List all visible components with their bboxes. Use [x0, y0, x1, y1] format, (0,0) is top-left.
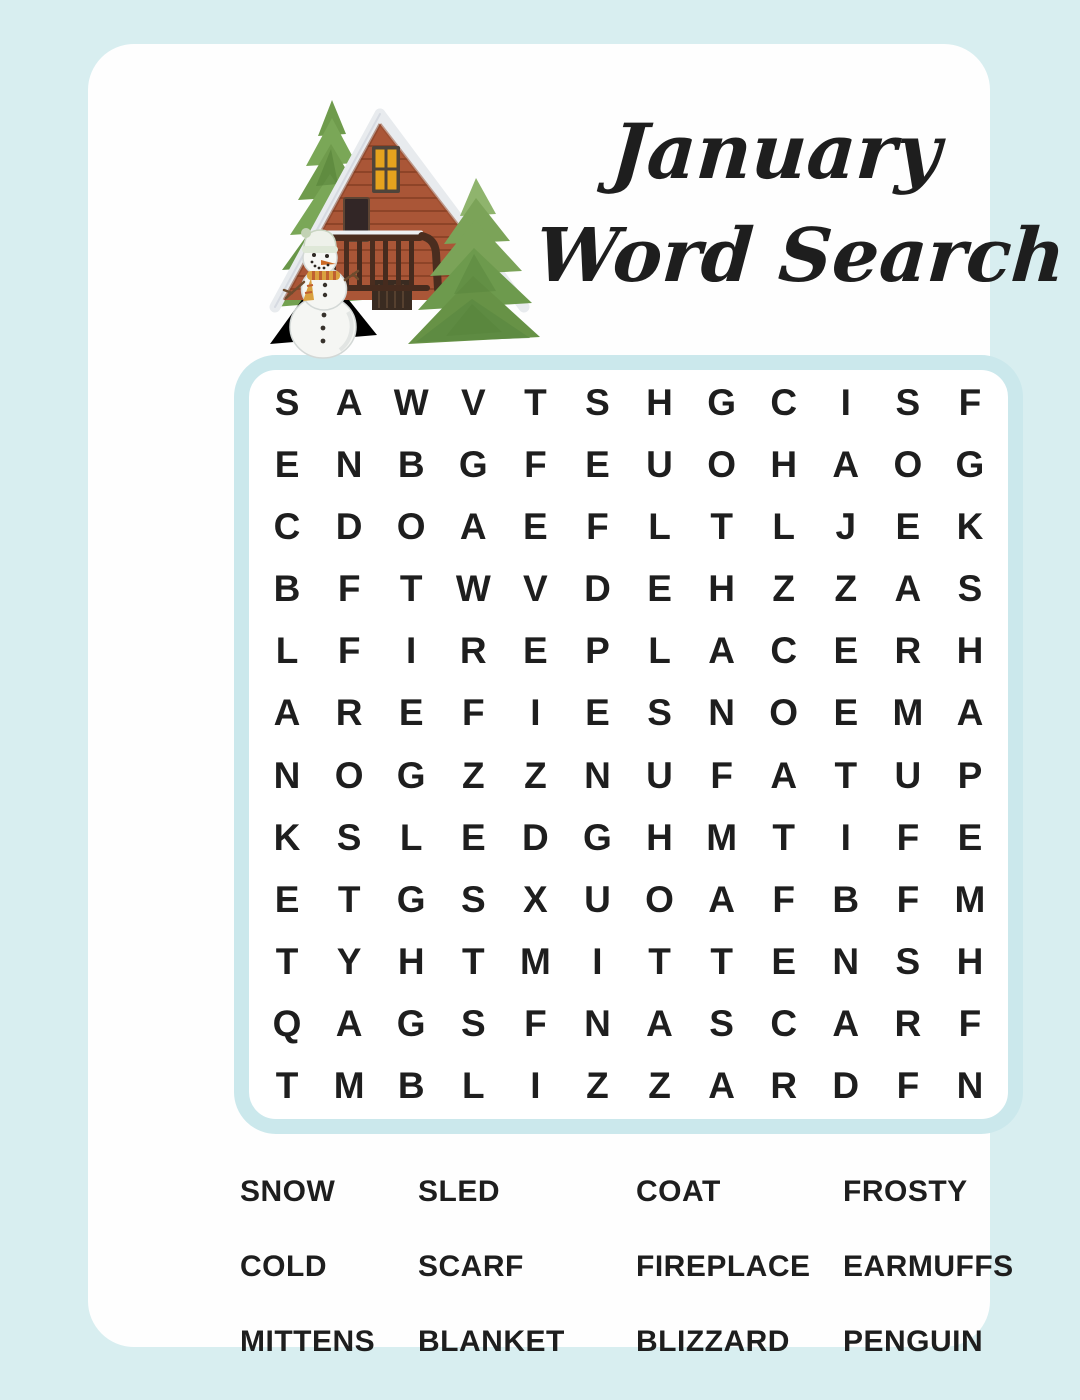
grid-letter: O [645, 878, 674, 920]
grid-letter: S [709, 1002, 734, 1044]
grid-letter: C [770, 1002, 798, 1044]
grid-letter: G [707, 382, 736, 424]
grid-letter: B [273, 568, 301, 610]
grid-letter: A [832, 444, 860, 486]
grid-letter: A [646, 1002, 673, 1044]
cabin-steps-icon [372, 280, 412, 310]
grid-letter: E [957, 816, 983, 858]
grid-letter: I [530, 692, 541, 734]
grid-letter: A [708, 1064, 735, 1106]
grid-letter: N [273, 754, 301, 796]
grid-letter: E [585, 692, 610, 734]
grid-letter: E [895, 506, 921, 548]
title-line-2: Word Search [532, 213, 1069, 299]
grid-letter: N [708, 692, 735, 734]
grid-letter: M [892, 692, 924, 734]
grid-letter: A [956, 692, 984, 734]
grid-letter: F [586, 506, 609, 548]
word-list-item: FROSTY [843, 1175, 968, 1208]
grid-letter: F [524, 444, 547, 486]
grid-letter: S [460, 878, 486, 920]
grid-letter: Z [461, 754, 485, 796]
grid-letter: G [583, 816, 612, 858]
word-list-item: SNOW [240, 1175, 336, 1208]
grid-letter: C [273, 506, 301, 548]
word-list-item: EARMUFFS [843, 1250, 1014, 1283]
grid-letter: M [519, 940, 551, 982]
grid-letter: B [397, 444, 425, 486]
grid-letter: O [769, 692, 799, 734]
winter-cabin-illustration [258, 94, 558, 366]
grid-letter: N [832, 940, 860, 982]
grid-letter: S [895, 940, 921, 982]
grid-letter: E [647, 568, 672, 610]
grid-letter: T [710, 506, 733, 548]
grid-letter: F [337, 630, 361, 672]
grid-letter: F [958, 382, 982, 424]
grid-letter: S [585, 382, 610, 424]
grid-letter: L [399, 816, 423, 858]
grid-letter: H [646, 816, 673, 858]
word-list [240, 1175, 1040, 1400]
grid-letter: Z [834, 568, 858, 610]
word-list-item: PENGUIN [843, 1325, 984, 1358]
grid-letter: E [523, 506, 548, 548]
worksheet-card [88, 44, 1069, 1358]
grid-letter: X [523, 878, 548, 920]
grid-letter: A [708, 630, 735, 672]
grid-letter: T [275, 1064, 299, 1106]
grid-letter: F [896, 878, 920, 920]
grid-letter: L [772, 506, 795, 548]
grid-letter: N [335, 444, 363, 486]
grid-letter: T [337, 878, 361, 920]
grid-letter: W [393, 382, 429, 424]
grid-letter: F [772, 878, 795, 920]
grid-letter: Z [586, 1064, 609, 1106]
grid-letter: R [459, 630, 487, 672]
word-search-grid [256, 372, 1001, 1117]
grid-letter: E [274, 444, 300, 486]
grid-letter: M [333, 1064, 365, 1106]
grid-letter: E [833, 630, 859, 672]
grid-letter: R [894, 1002, 922, 1044]
title-line-1: January [608, 107, 944, 196]
grid-letter: I [840, 816, 851, 858]
word-list-item: SLED [418, 1175, 501, 1208]
grid-letter: A [335, 1002, 363, 1044]
grid-letter: V [460, 382, 486, 424]
word-list-item: COLD [240, 1250, 327, 1283]
grid-letter: A [832, 1002, 860, 1044]
grid-letter: S [895, 382, 921, 424]
cabin-window-icon [372, 146, 400, 193]
grid-letter: H [770, 444, 798, 486]
grid-letter: L [275, 630, 299, 672]
grid-letter: E [523, 630, 548, 672]
grid-letter: H [397, 940, 425, 982]
grid-letter: B [832, 878, 860, 920]
grid-letter: T [772, 816, 795, 858]
grid-letter: G [458, 444, 488, 486]
grid-letter: W [455, 568, 491, 610]
grid-letter: O [396, 506, 426, 548]
letter-grid-container [234, 355, 1023, 1134]
grid-letter: Y [336, 940, 362, 982]
grid-letter: L [648, 506, 671, 548]
grid-letter: O [707, 444, 736, 486]
grid-letter: I [530, 1064, 541, 1106]
grid-letter: T [461, 940, 485, 982]
grid-letter: H [708, 568, 735, 610]
grid-letter: F [524, 1002, 547, 1044]
grid-letter: S [647, 692, 672, 734]
grid-letter: E [771, 940, 797, 982]
grid-letter: T [834, 754, 858, 796]
grid-letter: U [894, 754, 922, 796]
grid-letter: Q [272, 1002, 302, 1044]
grid-letter: N [584, 1002, 611, 1044]
grid-letter: F [461, 692, 485, 734]
grid-letter: F [896, 816, 920, 858]
grid-letter: G [396, 878, 426, 920]
grid-letter: H [646, 382, 673, 424]
grid-letter: A [273, 692, 301, 734]
grid-letter: E [274, 878, 300, 920]
grid-letter: N [584, 754, 611, 796]
grid-letter: U [646, 754, 673, 796]
grid-letter: T [648, 940, 671, 982]
grid-letter: E [585, 444, 610, 486]
grid-letter: A [770, 754, 798, 796]
word-list-item: BLIZZARD [636, 1325, 790, 1358]
grid-letter: T [399, 568, 423, 610]
grid-letter: A [708, 878, 735, 920]
grid-letter: L [648, 630, 671, 672]
grid-letter: T [710, 940, 733, 982]
grid-letter: S [336, 816, 362, 858]
grid-letter: L [461, 1064, 485, 1106]
word-list-item: SCARF [418, 1250, 524, 1283]
word-list-item: MITTENS [240, 1325, 376, 1358]
grid-letter: M [954, 878, 986, 920]
grid-letter: F [710, 754, 733, 796]
grid-letter: F [337, 568, 361, 610]
grid-letter: I [592, 940, 603, 982]
grid-letter: F [896, 1064, 920, 1106]
grid-letter: Z [648, 1064, 671, 1106]
grid-letter: G [396, 1002, 426, 1044]
grid-letter: E [833, 692, 859, 734]
grid-letter: A [459, 506, 487, 548]
grid-letter: D [832, 1064, 860, 1106]
grid-letter: V [523, 568, 548, 610]
grid-letter: U [584, 878, 611, 920]
grid-letter: D [335, 506, 363, 548]
grid-letter: A [335, 382, 363, 424]
grid-letter: C [770, 630, 798, 672]
grid-letter: P [585, 630, 610, 672]
grid-letter: R [894, 630, 922, 672]
grid-letter: N [956, 1064, 984, 1106]
grid-letter: O [893, 444, 923, 486]
grid-letter: A [894, 568, 922, 610]
grid-letter: K [956, 506, 984, 548]
grid-letter: R [770, 1064, 798, 1106]
grid-letter: S [957, 568, 983, 610]
grid-letter: C [770, 382, 798, 424]
grid-letter: E [398, 692, 424, 734]
page-title [532, 100, 1069, 308]
grid-letter: F [958, 1002, 982, 1044]
grid-letter: B [397, 1064, 425, 1106]
word-list-item: BLANKET [418, 1325, 565, 1358]
grid-letter: R [335, 692, 363, 734]
grid-letter: H [956, 630, 984, 672]
grid-letter: J [835, 506, 857, 548]
grid-letter: Z [772, 568, 795, 610]
word-list-item: COAT [636, 1175, 721, 1208]
grid-letter: E [460, 816, 486, 858]
grid-letter: Z [524, 754, 547, 796]
grid-letter: M [706, 816, 738, 858]
grid-letter: T [524, 382, 547, 424]
grid-letter: G [955, 444, 985, 486]
grid-letter: D [522, 816, 549, 858]
grid-letter: I [406, 630, 417, 672]
grid-letter: G [396, 754, 426, 796]
grid-letter: P [957, 754, 983, 796]
grid-letter: T [275, 940, 299, 982]
grid-letter: S [460, 1002, 486, 1044]
grid-letter: D [584, 568, 611, 610]
grid-letter: I [840, 382, 851, 424]
grid-letter: S [274, 382, 300, 424]
grid-letter: K [273, 816, 301, 858]
grid-letter: U [646, 444, 673, 486]
grid-letter: H [956, 940, 984, 982]
word-list-item: FIREPLACE [636, 1250, 811, 1283]
grid-letter: O [334, 754, 364, 796]
